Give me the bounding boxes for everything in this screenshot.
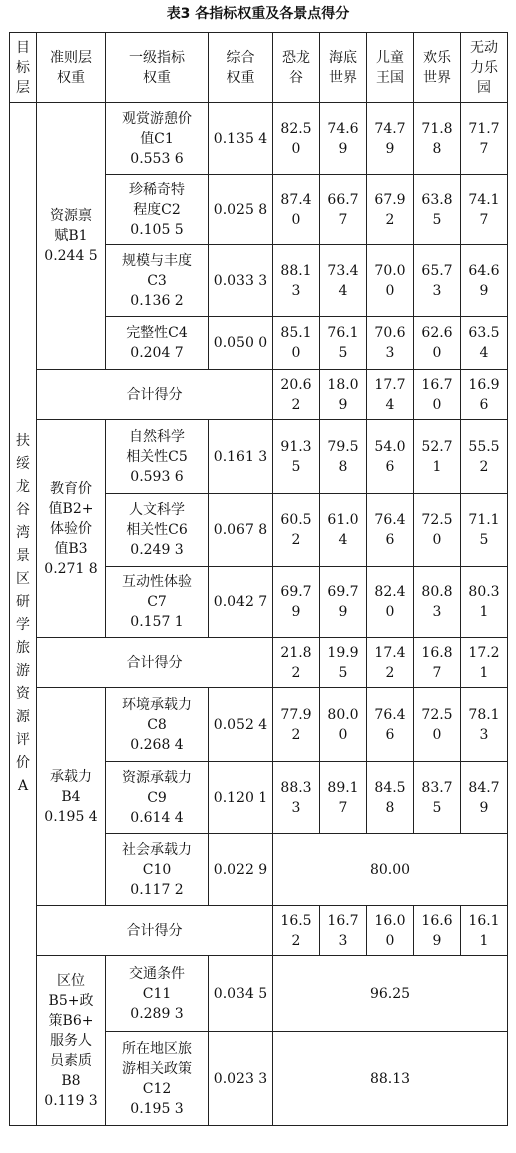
index-weight-table — [9, 32, 508, 1126]
score-cell: 76.1 5 — [320, 317, 367, 370]
score-cell: 64.6 9 — [461, 245, 508, 317]
indicator-c9: 资源承载力 C9 0.614 4 — [106, 762, 209, 834]
weight-c7: 0.042 7 — [209, 567, 273, 638]
header-site-3: 儿童 王国 — [367, 33, 414, 103]
score-cell: 78.1 3 — [461, 688, 508, 762]
indicator-c12: 所在地区旅 游相关政策 C12 0.195 3 — [106, 1032, 209, 1126]
score-cell: 60.5 2 — [273, 494, 320, 567]
score-cell: 82.4 0 — [367, 567, 414, 638]
weight-c4: 0.050 0 — [209, 317, 273, 370]
total-cell: 16.1 1 — [461, 906, 508, 956]
score-cell: 54.0 6 — [367, 420, 414, 494]
header-site-4: 欢乐 世界 — [414, 33, 461, 103]
score-cell: 76.4 6 — [367, 494, 414, 567]
criterion-b2-b3: 教育价 值B2+ 体验价 值B3 0.271 8 — [37, 420, 106, 638]
indicator-c4: 完整性C4 0.204 7 — [106, 317, 209, 370]
score-cell: 67.9 2 — [367, 175, 414, 245]
score-cell: 71.8 8 — [414, 103, 461, 175]
score-cell: 74.1 7 — [461, 175, 508, 245]
indicator-c7: 互动性体验 C7 0.157 1 — [106, 567, 209, 638]
total-cell: 21.8 2 — [273, 638, 320, 688]
row-c8 — [10, 688, 508, 762]
score-cell: 89.1 7 — [320, 762, 367, 834]
score-cell: 80.0 0 — [320, 688, 367, 762]
indicator-c8: 环境承载力 C8 0.268 4 — [106, 688, 209, 762]
score-cell: 74.6 9 — [320, 103, 367, 175]
header-site-5: 无动 力乐 园 — [461, 33, 508, 103]
total-cell: 16.6 9 — [414, 906, 461, 956]
total-cell: 16.7 0 — [414, 370, 461, 420]
total-row-3 — [10, 906, 508, 956]
criterion-b4: 承载力 B4 0.195 4 — [37, 688, 106, 906]
score-cell: 88.1 3 — [273, 245, 320, 317]
score-cell: 87.4 0 — [273, 175, 320, 245]
table-caption: 表3 各指标权重及各景点得分 — [166, 6, 350, 22]
weight-c9: 0.120 1 — [209, 762, 273, 834]
total-cell: 16.7 3 — [320, 906, 367, 956]
score-cell: 76.4 6 — [367, 688, 414, 762]
total-cell: 16.8 7 — [414, 638, 461, 688]
score-cell: 85.1 0 — [273, 317, 320, 370]
score-cell: 71.1 5 — [461, 494, 508, 567]
score-cell: 84.7 9 — [461, 762, 508, 834]
total-cell: 20.6 2 — [273, 370, 320, 420]
header-indicator: 一级指标 权重 — [106, 33, 209, 103]
score-cell: 72.5 0 — [414, 688, 461, 762]
goal-layer-cell: 扶 绥 龙 谷 湾 景 区 研 学 旅 游 资 源 评 价 A — [10, 103, 37, 1126]
weight-c1: 0.135 4 — [209, 103, 273, 175]
criterion-b5-b8: 区位 B5+政 策B6+ 服务人 员素质 B8 0.119 3 — [37, 956, 106, 1126]
indicator-c3: 规模与丰度 C3 0.136 2 — [106, 245, 209, 317]
total-cell: 17.7 4 — [367, 370, 414, 420]
score-cell: 83.7 5 — [414, 762, 461, 834]
merged-score-c10: 80.00 — [273, 834, 508, 906]
score-cell: 70.0 0 — [367, 245, 414, 317]
header-row — [10, 33, 508, 103]
score-cell: 72.5 0 — [414, 494, 461, 567]
total-label: 合计得分 — [37, 906, 273, 956]
merged-score-c12: 88.13 — [273, 1032, 508, 1126]
score-cell: 80.8 3 — [414, 567, 461, 638]
total-cell: 16.0 0 — [367, 906, 414, 956]
header-site-2: 海底 世界 — [320, 33, 367, 103]
score-cell: 91.3 5 — [273, 420, 320, 494]
weight-c6: 0.067 8 — [209, 494, 273, 567]
weight-c12: 0.023 3 — [209, 1032, 273, 1126]
indicator-c5: 自然科学 相关性C5 0.593 6 — [106, 420, 209, 494]
weight-c10: 0.022 9 — [209, 834, 273, 906]
total-row-1 — [10, 370, 508, 420]
score-cell: 62.6 0 — [414, 317, 461, 370]
weight-c2: 0.025 8 — [209, 175, 273, 245]
score-cell: 84.5 8 — [367, 762, 414, 834]
score-cell: 66.7 7 — [320, 175, 367, 245]
score-cell: 74.7 9 — [367, 103, 414, 175]
score-cell: 52.7 1 — [414, 420, 461, 494]
weight-c5: 0.161 3 — [209, 420, 273, 494]
indicator-c1: 观赏游憩价 值C1 0.553 6 — [106, 103, 209, 175]
criterion-b1: 资源禀 赋B1 0.244 5 — [37, 103, 106, 370]
weight-c11: 0.034 5 — [209, 956, 273, 1032]
total-cell: 17.4 2 — [367, 638, 414, 688]
total-cell: 19.9 5 — [320, 638, 367, 688]
score-cell: 73.4 4 — [320, 245, 367, 317]
score-cell: 55.5 2 — [461, 420, 508, 494]
score-cell: 88.3 3 — [273, 762, 320, 834]
score-cell: 63.8 5 — [414, 175, 461, 245]
score-cell: 80.3 1 — [461, 567, 508, 638]
total-cell: 18.0 9 — [320, 370, 367, 420]
score-cell: 79.5 8 — [320, 420, 367, 494]
total-cell: 16.9 6 — [461, 370, 508, 420]
score-cell: 69.7 9 — [320, 567, 367, 638]
total-cell: 17.2 1 — [461, 638, 508, 688]
weight-c3: 0.033 3 — [209, 245, 273, 317]
header-criterion: 准则层 权重 — [37, 33, 106, 103]
row-c5 — [10, 420, 508, 494]
score-cell: 77.9 2 — [273, 688, 320, 762]
row-c11 — [10, 956, 508, 1032]
score-cell: 70.6 3 — [367, 317, 414, 370]
total-label: 合计得分 — [37, 638, 273, 688]
header-goal: 目 标 层 — [10, 33, 37, 103]
score-cell: 69.7 9 — [273, 567, 320, 638]
score-cell: 63.5 4 — [461, 317, 508, 370]
score-cell: 65.7 3 — [414, 245, 461, 317]
header-weight: 综合 权重 — [209, 33, 273, 103]
total-cell: 16.5 2 — [273, 906, 320, 956]
weight-c8: 0.052 4 — [209, 688, 273, 762]
header-site-1: 恐龙 谷 — [273, 33, 320, 103]
row-c1 — [10, 103, 508, 175]
indicator-c2: 珍稀奇特 程度C2 0.105 5 — [106, 175, 209, 245]
score-cell: 82.5 0 — [273, 103, 320, 175]
score-cell: 61.0 4 — [320, 494, 367, 567]
indicator-c10: 社会承载力 C10 0.117 2 — [106, 834, 209, 906]
indicator-c11: 交通条件 C11 0.289 3 — [106, 956, 209, 1032]
merged-score-c11: 96.25 — [273, 956, 508, 1032]
total-label: 合计得分 — [37, 370, 273, 420]
total-row-2 — [10, 638, 508, 688]
indicator-c6: 人文科学 相关性C6 0.249 3 — [106, 494, 209, 567]
score-cell: 71.7 7 — [461, 103, 508, 175]
